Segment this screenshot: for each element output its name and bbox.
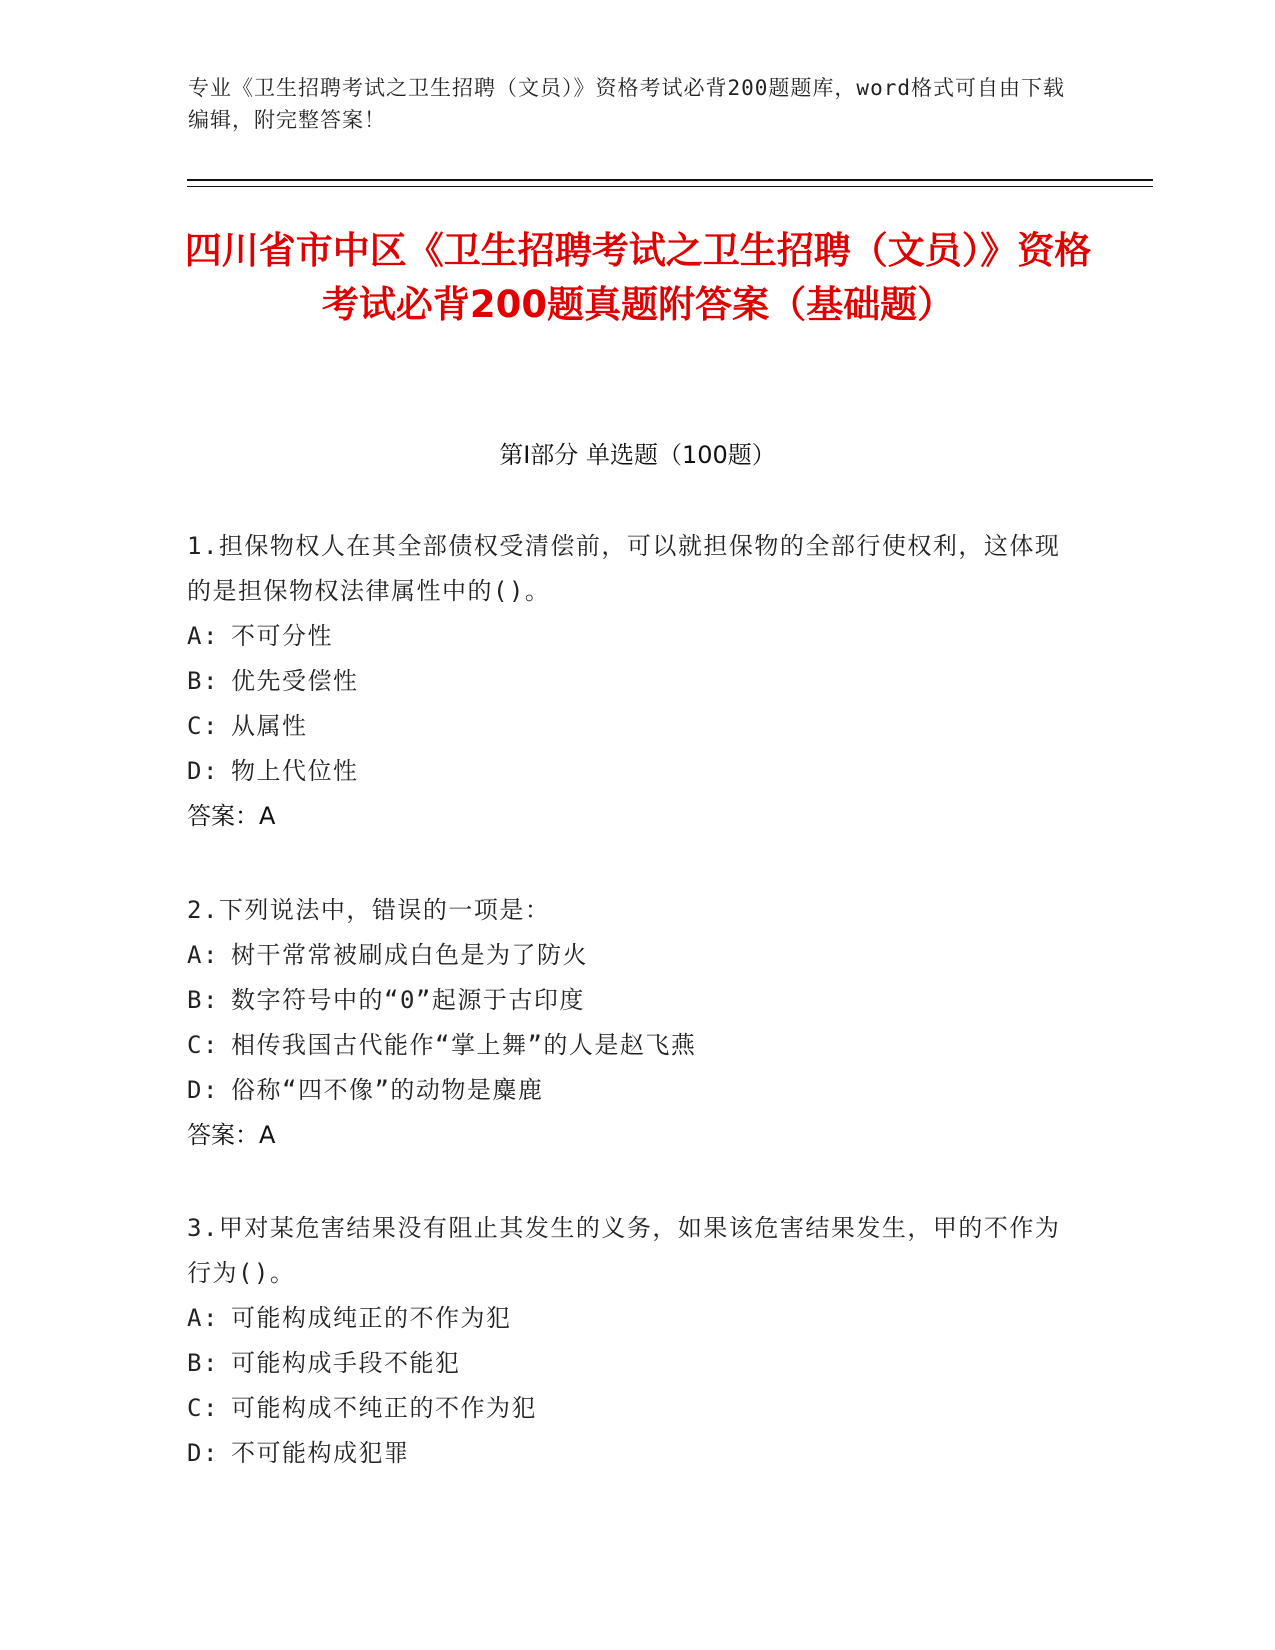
- option-text: 不可能构成犯罪: [231, 1439, 410, 1467]
- option-c: [187, 1023, 1067, 1068]
- header-note: 专业《卫生招聘考试之卫生招聘（文员）》资格考试必背200题题库，word格式可自由下载编辑，附完整答案！: [188, 76, 1065, 132]
- option-text: 优先受偿性: [231, 667, 359, 695]
- question-1: [187, 524, 1067, 839]
- option-text: 可能构成不纯正的不作为犯: [231, 1394, 537, 1422]
- option-text: 不可分性: [231, 622, 333, 650]
- option-key: B:: [187, 1349, 219, 1377]
- question-2: [187, 888, 1067, 1158]
- option-key: B:: [187, 986, 219, 1014]
- answer: 答案：A: [187, 802, 276, 830]
- section-title: 第Ⅰ部分 单选题（100题）: [499, 441, 776, 469]
- option-text: 数字符号中的“0”起源于古印度: [231, 986, 585, 1014]
- question-stem: 3.甲对某危害结果没有阻止其发生的义务，如果该危害结果发生，甲的不作为行为()。: [187, 1214, 1061, 1287]
- question-stem: 2.下列说法中，错误的一项是：: [187, 896, 551, 924]
- option-text: 俗称“四不像”的动物是麋鹿: [231, 1076, 544, 1104]
- option-key: B:: [187, 667, 219, 695]
- option-key: A:: [187, 1304, 219, 1332]
- option-text: 可能构成纯正的不作为犯: [231, 1304, 512, 1332]
- option-c: [187, 1386, 1067, 1431]
- option-key: C:: [187, 1394, 219, 1422]
- option-a: [187, 614, 1067, 659]
- option-a: [187, 1296, 1067, 1341]
- question-3: [187, 1206, 1067, 1476]
- header-rule-thick: [187, 179, 1153, 181]
- option-b: [187, 659, 1067, 704]
- option-text: 物上代位性: [231, 757, 359, 785]
- question-stem: 1.担保物权人在其全部债权受清偿前，可以就担保物的全部行使权利，这体现的是担保物权法律属性中的()。: [187, 532, 1061, 605]
- header-rule-thin: [187, 186, 1153, 187]
- option-text: 树干常常被刷成白色是为了防火: [231, 941, 588, 969]
- option-key: D:: [187, 1439, 219, 1467]
- option-b: [187, 1341, 1067, 1386]
- option-b: [187, 978, 1067, 1023]
- answer: 答案：A: [187, 1121, 276, 1149]
- option-key: C:: [187, 712, 219, 740]
- option-a: [187, 933, 1067, 978]
- option-key: C:: [187, 1031, 219, 1059]
- option-d: [187, 1068, 1067, 1113]
- option-key: D:: [187, 757, 219, 785]
- option-text: 从属性: [231, 712, 308, 740]
- option-text: 相传我国古代能作“掌上舞”的人是赵飞燕: [231, 1031, 697, 1059]
- option-c: [187, 704, 1067, 749]
- option-d: [187, 1431, 1067, 1476]
- option-text: 可能构成手段不能犯: [231, 1349, 461, 1377]
- option-d: [187, 749, 1067, 794]
- document-title: 四川省市中区《卫生招聘考试之卫生招聘（文员）》资格考试必背200题真题附答案（基础题）: [184, 229, 1092, 326]
- option-key: A:: [187, 941, 219, 969]
- option-key: D:: [187, 1076, 219, 1104]
- option-key: A:: [187, 622, 219, 650]
